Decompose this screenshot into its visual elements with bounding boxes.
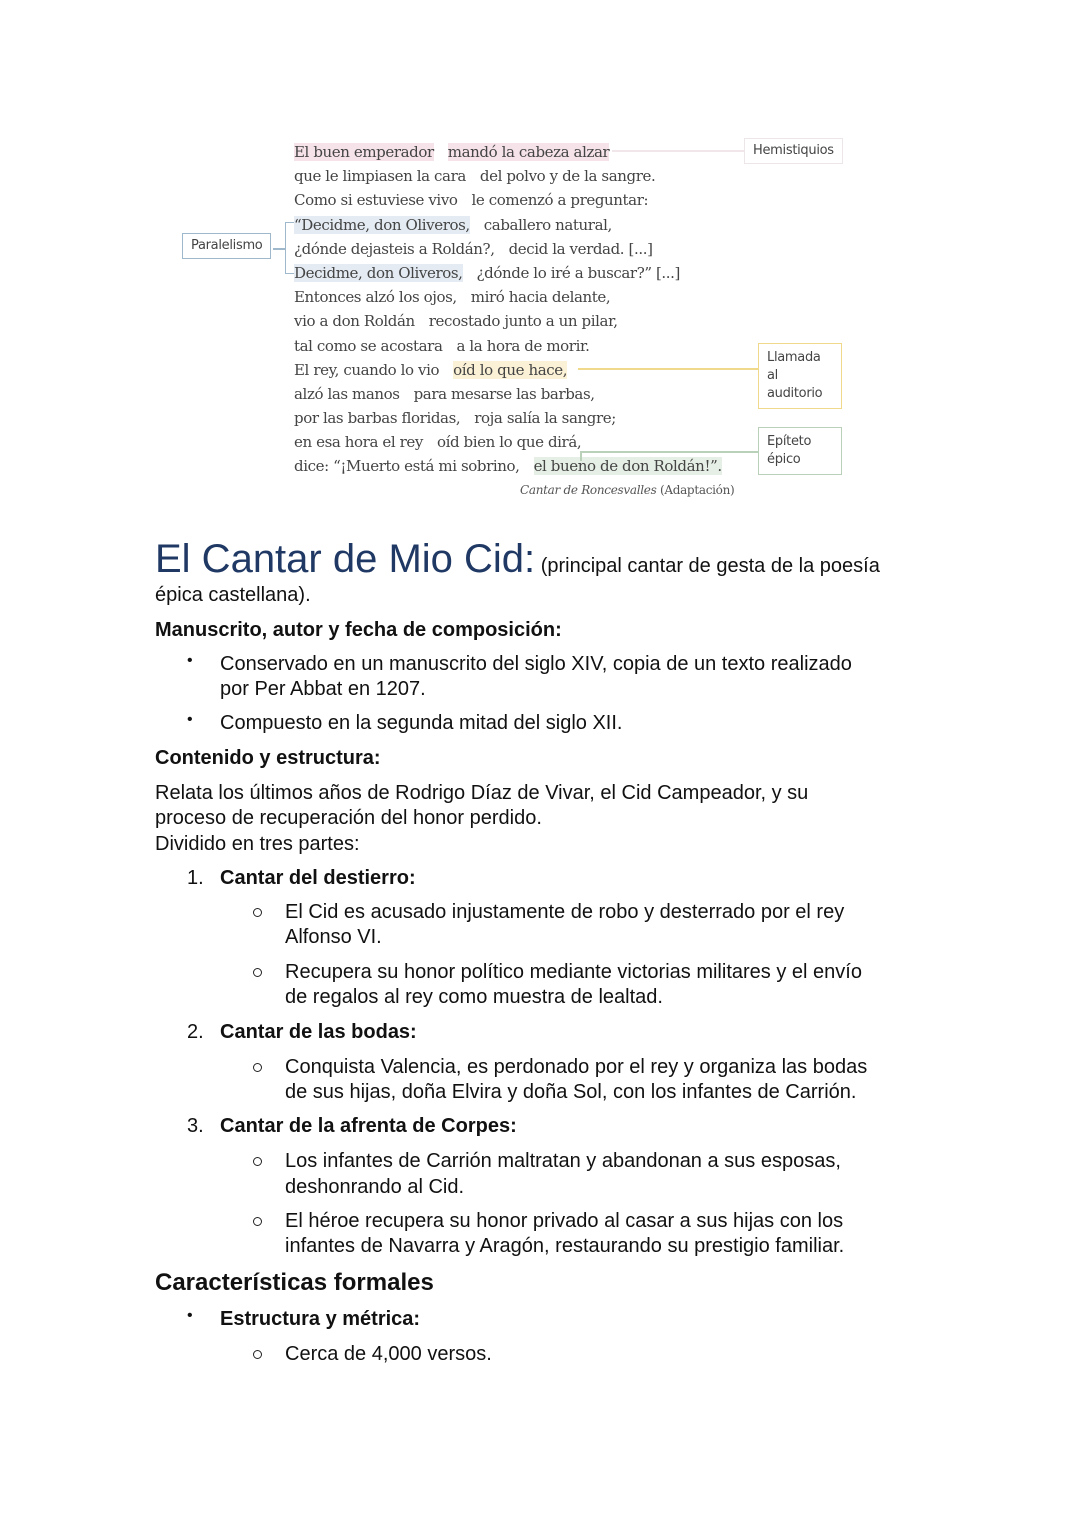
sub-bullet-text: de sus hijas, doña Elvira y doña Sol, con los infantes de Carrión. [285,1081,857,1103]
sub-bullet-text: Los infantes de Carrión maltratan y abandonan a sus esposas, [285,1150,841,1172]
bullet-text: Compuesto en la segunda mitad del siglo XII. [220,712,623,734]
verse-line [294,261,722,285]
verse-line [294,309,722,333]
second-hemistich: roja salía la sangre; [474,409,616,428]
subtitle-cont: épica castellana). [155,584,311,606]
second-hemistich: mandó la cabeza alzar [447,143,610,161]
first-hemistich: tal como se acostara [294,336,443,355]
section-heading-contenido: Contenido y estructura: [155,747,381,769]
paragraph: proceso de recuperación del honor perdido. [155,807,542,829]
second-hemistich: recostado junto a un pilar, [428,312,618,331]
sub-bullet-text: deshonrando al Cid. [285,1176,465,1198]
second-hemistich: ¿dónde lo iré a buscar?” [...] [476,263,680,282]
first-hemistich: alzó las manos [294,384,400,403]
paragraph: Relata los últimos años de Rodrigo Díaz de Vivar, el Cid Campeador, y su [155,782,809,804]
first-hemistich: ¿dónde dejasteis a Roldán?, [294,239,495,258]
verse-line [294,140,722,164]
bullet-text: Conservado en un manuscrito del siglo XIV, copia de un texto realizado [220,653,852,675]
poem-excerpt [294,140,722,479]
paralelismo-bracket [285,222,294,274]
llamada-connector [578,368,758,370]
verse-line [294,188,722,212]
poem-source [520,483,734,497]
first-hemistich: “Decidme, don Oliveros, [294,215,470,234]
epiteto-label: Epíteto épico [758,427,842,475]
subtitle: (principal cantar de gesta de la poesía [540,555,880,577]
circle-bullet-icon [253,1217,262,1226]
second-hemistich: el bueno de don Roldán!”. [533,457,722,476]
first-hemistich: vio a don Roldán [294,312,415,331]
verse-line [294,164,722,188]
second-hemistich: caballero natural, [483,215,612,234]
first-hemistich: El buen emperador [294,143,434,161]
first-hemistich: El rey, cuando lo vio [294,360,440,379]
list-number: 3. [187,1115,204,1137]
page-title: El Cantar de Mio Cid: [155,537,536,581]
sub-bullet-text: Recupera su honor político mediante victorias militares y el envío [285,961,862,983]
bullet-title: Estructura y métrica: [220,1308,421,1330]
circle-bullet-icon [253,908,262,917]
verse-line [294,334,722,358]
first-hemistich: en esa hora el rey [294,433,423,452]
verse-line [294,285,722,309]
source-title: Cantar de Roncesvalles [520,483,657,497]
sub-bullet-text: Cerca de 4,000 versos. [285,1343,492,1365]
hemistiquios-connector [612,150,744,152]
paragraph: Dividido en tres partes: [155,833,360,855]
heading [155,536,880,589]
bullet-text: por Per Abbat en 1207. [220,678,426,700]
verse-line [294,237,722,261]
sub-bullet-text: de regalos al rey como muestra de lealtad. [285,986,663,1008]
second-hemistich: a la hora de morir. [456,336,590,355]
list-number: 2. [187,1021,204,1043]
section-heading-manuscrito: Manuscrito, autor y fecha de composición: [155,619,562,641]
sub-bullet-text: El Cid es acusado injustamente de robo y desterrado por el rey [285,901,845,923]
bullet-icon: • [187,1307,193,1324]
first-hemistich: que le limpiasen la cara [294,167,466,186]
second-hemistich: del polvo y de la sangre. [479,167,656,186]
sub-bullet-text: Alfonso VI. [285,926,382,948]
circle-bullet-icon [253,1063,262,1072]
first-hemistich: Como si estuviese vivo [294,191,458,210]
circle-bullet-icon [253,968,262,977]
part-title: Cantar de las bodas: [220,1021,417,1043]
sub-bullet-text: El héroe recupera su honor privado al casar a sus hijas con los [285,1210,844,1232]
circle-bullet-icon [253,1350,262,1359]
first-hemistich: dice: “¡Muerto está mi sobrino, [294,457,520,476]
part-title: Cantar de la afrenta de Corpes: [220,1115,517,1137]
second-hemistich: oíd lo que hace, [453,360,568,379]
first-hemistich: Entonces alzó los ojos, [294,288,457,307]
sub-bullet-text: infantes de Navarra y Aragón, restaurando su prestigio familiar. [285,1235,845,1257]
bullet-icon: • [187,652,193,669]
sub-bullet-text: Conquista Valencia, es perdonado por el rey y organiza las bodas [285,1056,868,1078]
llamada-label: Llamada al auditorio [758,343,842,409]
circle-bullet-icon [253,1157,262,1166]
hemistiquios-label: Hemistiquios [744,138,843,164]
first-hemistich: Decidme, don Oliveros, [294,263,463,282]
section-heading-caracteristicas: Características formales [155,1269,434,1296]
verse-line [294,213,722,237]
second-hemistich: miró hacia delante, [470,288,611,307]
first-hemistich: por las barbas floridas, [294,409,461,428]
second-hemistich: oíd bien lo que dirá, [436,433,582,452]
verse-line [294,382,722,406]
paralelismo-label: Paralelismo [182,233,271,259]
epiteto-connector [580,451,760,461]
bullet-icon: • [187,711,193,728]
source-note: (Adaptación) [659,483,735,497]
part-title: Cantar del destierro: [220,867,416,889]
second-hemistich: decid la verdad. [...] [508,239,653,258]
second-hemistich: para mesarse las barbas, [413,384,595,403]
second-hemistich: le comenzó a preguntar: [471,191,649,210]
list-number: 1. [187,867,204,889]
verse-line [294,406,722,430]
